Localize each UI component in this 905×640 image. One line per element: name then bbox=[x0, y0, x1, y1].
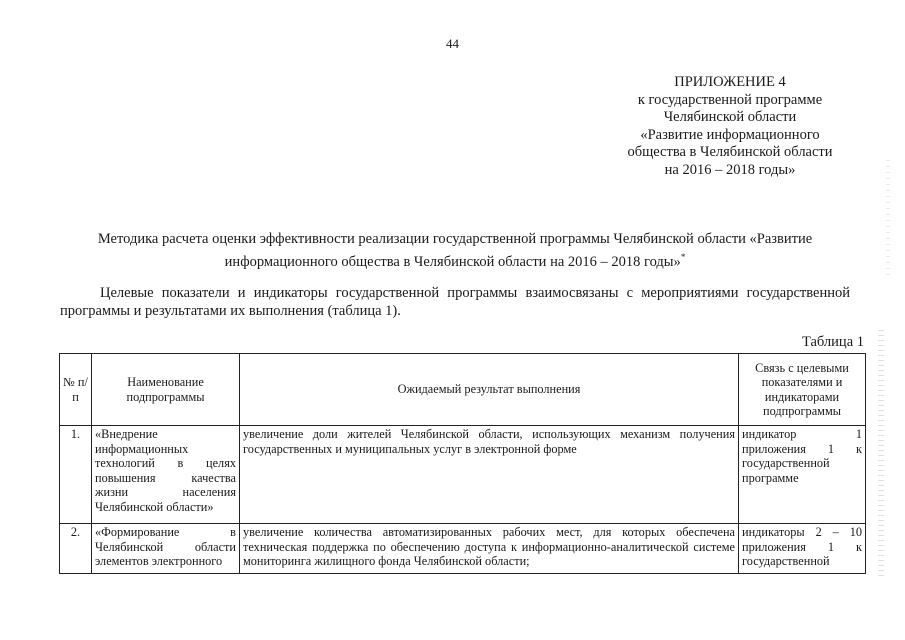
appendix-header bbox=[600, 74, 860, 179]
page-number: 44 bbox=[446, 36, 459, 51]
appendix-line: общества в Челябинской области bbox=[627, 144, 833, 160]
document-title bbox=[60, 230, 850, 271]
appendix-line: ПРИЛОЖЕНИЕ 4 bbox=[674, 74, 786, 90]
row-name: «Внедрение информационных технологий в целях повышения качества жизни населения Челябинской области» bbox=[92, 426, 240, 524]
row-link: индикатор 1 приложения 1 к государственной программе bbox=[739, 426, 866, 524]
title-line bbox=[60, 248, 850, 271]
scan-artifact bbox=[878, 330, 884, 580]
row-result: увеличение доли жителей Челябинской области, использующих механизм получения государственных и муниципальных услуг в электронной форме bbox=[240, 426, 739, 524]
scan-artifact bbox=[886, 160, 890, 280]
header-name: Наименование подпрограммы bbox=[92, 354, 240, 426]
row-name: «Формирование в Челябинской области элементов электронного bbox=[92, 524, 240, 574]
footnote-mark: * bbox=[680, 252, 686, 262]
title-line-text: информационного общества в Челябинской области на 2016 – 2018 годы» bbox=[224, 253, 681, 270]
row-link: индикаторы 2 – 10 приложения 1 к государственной bbox=[739, 524, 866, 574]
appendix-line: «Развитие информационного bbox=[640, 126, 820, 143]
header-result: Ожидаемый результат выполнения bbox=[240, 354, 739, 426]
intro-paragraph: Целевые показатели и индикаторы государственной программы взаимосвязаны с мероприятиями государственной программы и результатами их выполнения (таблица 1). bbox=[60, 285, 850, 319]
table-row bbox=[60, 426, 866, 524]
table-caption: Таблица 1 bbox=[801, 334, 864, 350]
row-num: 2. bbox=[60, 524, 92, 574]
row-result: увеличение количества автоматизированных рабочих мест, для которых обеспечена техническая поддержка по обеспечению доступа к информационно-аналитической системе мониторинга жилищного фонда Челябинской области; bbox=[240, 524, 739, 574]
header-num: № п/п bbox=[60, 354, 92, 426]
appendix-line: Челябинской области bbox=[663, 109, 797, 125]
title-line: Методика расчета оценки эффективности реализации государственной программы Челябинской области «Развитие bbox=[97, 231, 813, 247]
table-row bbox=[60, 524, 866, 574]
indicators-table bbox=[59, 353, 866, 574]
appendix-line: на 2016 – 2018 годы» bbox=[664, 161, 796, 178]
header-link: Связь с целевыми показателями и индикаторами подпрограммы bbox=[739, 354, 866, 426]
table-header-row bbox=[60, 354, 866, 426]
appendix-line: к государственной программе bbox=[637, 91, 823, 108]
row-num: 1. bbox=[60, 426, 92, 524]
